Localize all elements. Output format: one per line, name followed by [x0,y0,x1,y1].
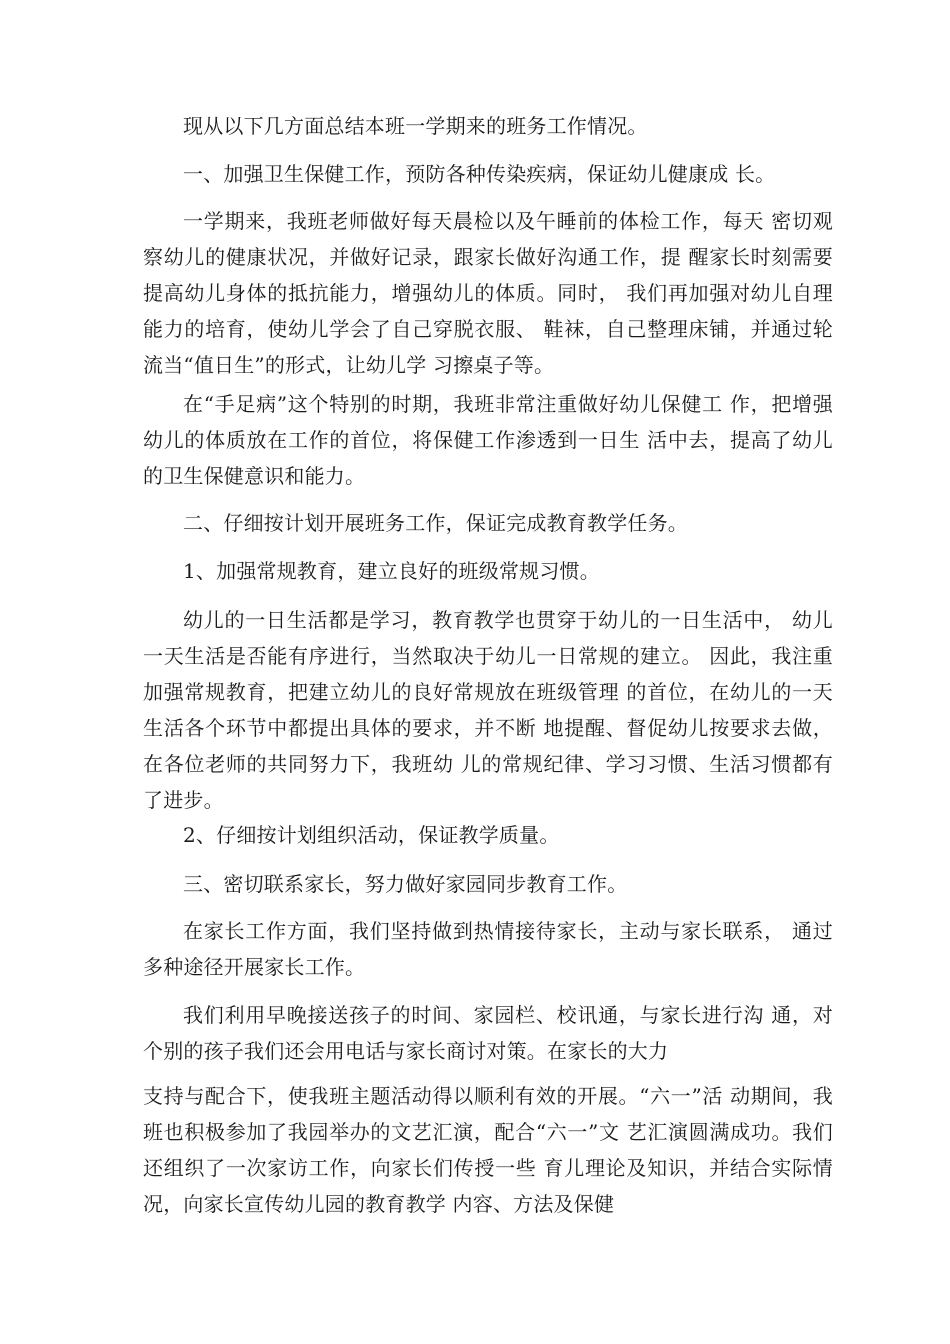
heading-subsection-2: 2、仔细按计划组织活动，保证教学质量。 [183,823,560,847]
paragraph-parent-work: 在家长工作方面，我们坚持做到热情接待家长，主动与家长联系， 通过多种途径开展家长工作。 [143,919,833,979]
heading-subsection-1: 1、加强常规教育，建立良好的班级常规习惯。 [183,559,600,583]
paragraph-communication: 我们利用早晚接送孩子的时间、家园栏、校讯通，与家长进行沟 通，对个别的孩子我们还会用电话与家长商讨对策。在家长的大力 [143,1003,833,1063]
paragraph-support-activities: 支持与配合下，使我班主题活动得以顺利有效的开展。“六一”活 动期间，我班也积极参加了我园举办的文艺汇演，配合“六一”文 艺汇演圆满成功。我们还组织了一次家访工作，向家长们传授一些 育儿理论及知识，并结合实际情况，向家长宣传幼儿园的教育教学 内容、方法及保健 [143,1084,833,1216]
heading-section-2: 二、仔细按计划开展班务工作，保证完成教育教学任务。 [183,511,688,535]
paragraph-routine-education: 幼儿的一日生活都是学习，教育教学也贯穿于幼儿的一日生活中， 幼儿一天生活是否能有序进行，当然取决于幼儿一日常规的建立。 因此，我注重加强常规教育，把建立幼儿的良好常规放在班级管理 的首位，在幼儿的一天生活各个环节中都提出具体的要求，并不断 地提醒、督促幼儿按要求去做，在各位老师的共同努力下，我班幼 儿的常规纪律、学习习惯、生活习惯都有了进步。 [143,608,833,812]
paragraph-health-check: 一学期来，我班老师做好每天晨检以及午睡前的体检工作，每天 密切观察幼儿的健康状况，并做好记录，跟家长做好沟通工作，提 醒家长时刻需要提高幼儿身体的抵抗能力，增强幼儿的体质。同时， 我们再加强对幼儿自理能力的培育，使幼儿学会了自己穿脱衣服、 鞋袜，自己整理床铺，并通过轮流当“值日生”的形式，让幼儿学 习擦桌子等。 [143,209,833,377]
heading-section-3: 三、密切联系家长，努力做好家园同步教育工作。 [183,872,628,896]
heading-section-1: 一、加强卫生保健工作，预防各种传染疾病，保证幼儿健康成 长。 [183,162,776,186]
paragraph-hand-foot-disease: 在“手足病”这个特别的时期，我班非常注重做好幼儿保健工 作，把增强幼儿的体质放在工作的首位，将保健工作渗透到一日生 活中去，提高了幼儿的卫生保健意识和能力。 [143,392,833,488]
paragraph-intro: 现从以下几方面总结本班一学期来的班务工作情况。 [183,114,648,138]
